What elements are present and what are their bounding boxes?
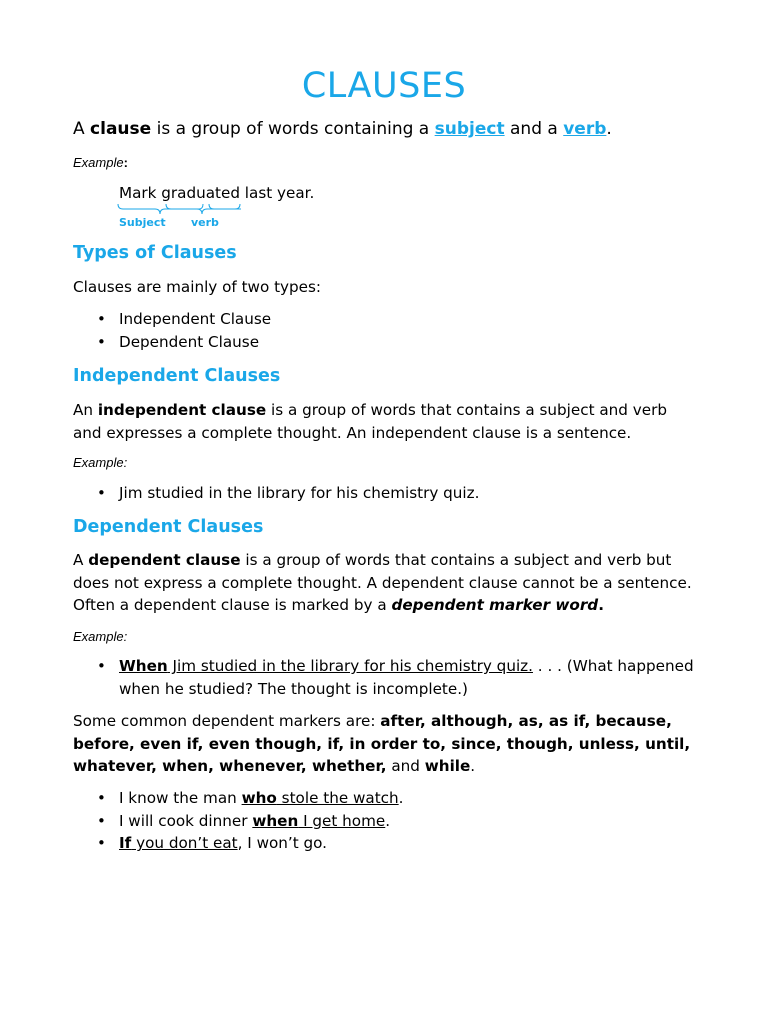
verb-link[interactable]: verb <box>563 119 607 139</box>
independent-heading: Independent Clauses <box>73 366 281 386</box>
types-text: Clauses are mainly of two types: <box>73 278 322 296</box>
list-item: • When Jim studied in the library for his chemistry quiz. . . . (What happened when he studied? The thought is incomplete.) <box>97 657 694 698</box>
intro-paragraph <box>73 119 612 139</box>
dependent-example-label: Example: <box>73 629 128 644</box>
intro-text: and a <box>504 119 564 139</box>
bullet-icon: • <box>97 657 106 675</box>
markers-examples-list <box>73 787 695 855</box>
independent-paragraph: An independent clause is a group of words that contains a subject and verb and expresses a complete thought. An independent clause is a sentence. <box>73 401 667 442</box>
intro-term-clause: clause <box>90 119 152 139</box>
types-heading: Types of Clauses <box>73 243 237 263</box>
bullet-icon: • <box>97 332 106 351</box>
independent-example-label: Example: <box>73 455 128 470</box>
dependent-term: dependent clause <box>88 551 241 569</box>
dependent-marker-term: dependent marker word <box>391 596 599 614</box>
verb-bracket <box>165 203 241 217</box>
intro-text: A <box>73 119 91 139</box>
dependent-paragraph: A dependent clause is a group of words that contains a subject and verb but does not express a complete thought. A dependent clause cannot be a sentence. Often a dependent clause is marked by a dependent marker word. <box>73 551 692 614</box>
intro-text: . <box>606 119 612 139</box>
list-item: • Jim studied in the library for his chemistry quiz. <box>73 482 695 505</box>
list-item: • I know the man who stole the watch. <box>73 787 695 810</box>
types-list <box>73 308 695 353</box>
list-item: • Independent Clause <box>73 308 695 331</box>
independent-example-list <box>73 482 695 505</box>
list-item: • Dependent Clause <box>73 331 695 354</box>
example-sentence: Mark graduated last year. <box>119 184 315 202</box>
dependent-heading: Dependent Clauses <box>73 517 264 537</box>
markers-list-text: after, although, as, as if, because, before, even if, even though, if, in order to, since, though, unless, until, whatever, when, whenever, whether, <box>73 712 691 775</box>
example-label: Example: <box>73 155 128 170</box>
list-item: • I will cook dinner when I get home. <box>73 810 695 833</box>
bullet-icon: • <box>97 789 106 807</box>
independent-term: independent clause <box>97 401 267 419</box>
bullet-icon: • <box>97 811 106 830</box>
intro-text: is a group of words containing a <box>151 119 435 139</box>
bullet-icon: • <box>97 834 106 852</box>
verb-annotation: verb <box>191 216 219 229</box>
list-item: • If you don’t eat, I won’t go. <box>73 832 695 855</box>
subject-annotation: Subject <box>119 216 166 229</box>
bullet-icon: • <box>97 310 106 328</box>
markers-paragraph: Some common dependent markers are: after, although, as, as if, because, before, even if, even though, if, in order to, since, though, unless, until, whatever, when, whenever, whether, and while. <box>73 712 691 775</box>
page-title: CLAUSES <box>301 66 467 106</box>
subject-link[interactable]: subject <box>434 119 505 139</box>
bullet-icon: • <box>97 484 106 502</box>
dependent-example-list <box>73 655 695 700</box>
